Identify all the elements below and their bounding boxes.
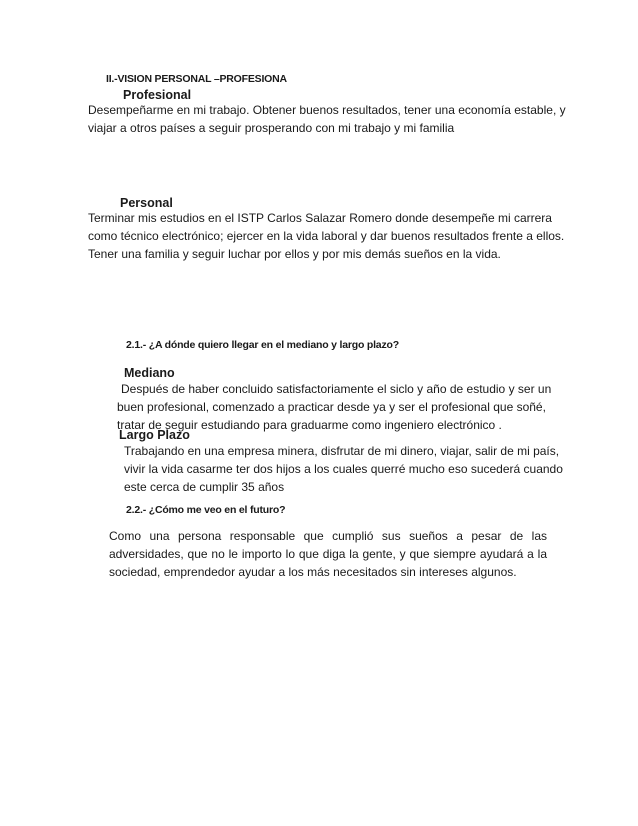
profesional-heading: Profesional — [123, 88, 192, 102]
paragraph-line: buen profesional, comenzado a practicar desde ya y ser el profesional que soñé, — [117, 400, 546, 414]
paragraph-line: sociedad, emprendedor ayudar a los más necesitados sin intereses algunos. — [109, 565, 517, 579]
question-heading-2-2: 2.2.- ¿Cómo me veo en el futuro? — [126, 504, 286, 516]
paragraph-line: Como una persona responsable que cumplió sus sueños a pesar de las — [109, 529, 547, 543]
paragraph-line: Tener una familia y seguir luchar por ellos y por mis demás sueños en la vida. — [88, 247, 501, 261]
paragraph-line: este cerca de cumplir 35 años — [124, 480, 285, 494]
paragraph-line: Desempeñarme en mi trabajo. Obtener buenos resultados, tener una economía estable, y — [88, 103, 566, 117]
largo-plazo-heading: Largo Plazo — [119, 428, 190, 442]
section-title: II.-VISION PERSONAL –PROFESIONA — [106, 73, 287, 85]
personal-paragraph — [88, 209, 565, 263]
paragraph-line: viajar a otros países a seguir prosperando con mi trabajo y mi familia — [88, 121, 455, 135]
paragraph-line: Después de haber concluido satisfactoriamente el siclo y año de estudio y ser un — [121, 382, 552, 396]
profesional-paragraph — [88, 101, 566, 137]
paragraph-line: tratar de seguir estudiando para graduarme como ingeniero electrónico . — [117, 418, 502, 432]
paragraph-line: vivir la vida casarme ter dos hijos a los cuales querré mucho eso sucederá cuando — [124, 462, 563, 476]
personal-heading: Personal — [120, 196, 173, 210]
paragraph-line: adversidades, que no le importo lo que diga la gente, y que siempre ayudará a la — [109, 547, 547, 561]
paragraph-line: como técnico electrónico; ejercer en la vida laboral y dar buenos resultados frente a ellos. — [88, 229, 565, 243]
largo-plazo-paragraph — [124, 442, 563, 496]
paragraph-line: Trabajando en una empresa minera, disfrutar de mi dinero, viajar, salir de mi país, — [124, 444, 560, 458]
question-heading-2-1: 2.1.- ¿A dónde quiero llegar en el mediano y largo plazo? — [126, 339, 399, 351]
futuro-paragraph — [109, 527, 547, 581]
mediano-heading: Mediano — [124, 366, 175, 380]
paragraph-line: Terminar mis estudios en el ISTP Carlos Salazar Romero donde desempeñe mi carrera — [88, 211, 552, 225]
mediano-paragraph — [117, 380, 552, 434]
